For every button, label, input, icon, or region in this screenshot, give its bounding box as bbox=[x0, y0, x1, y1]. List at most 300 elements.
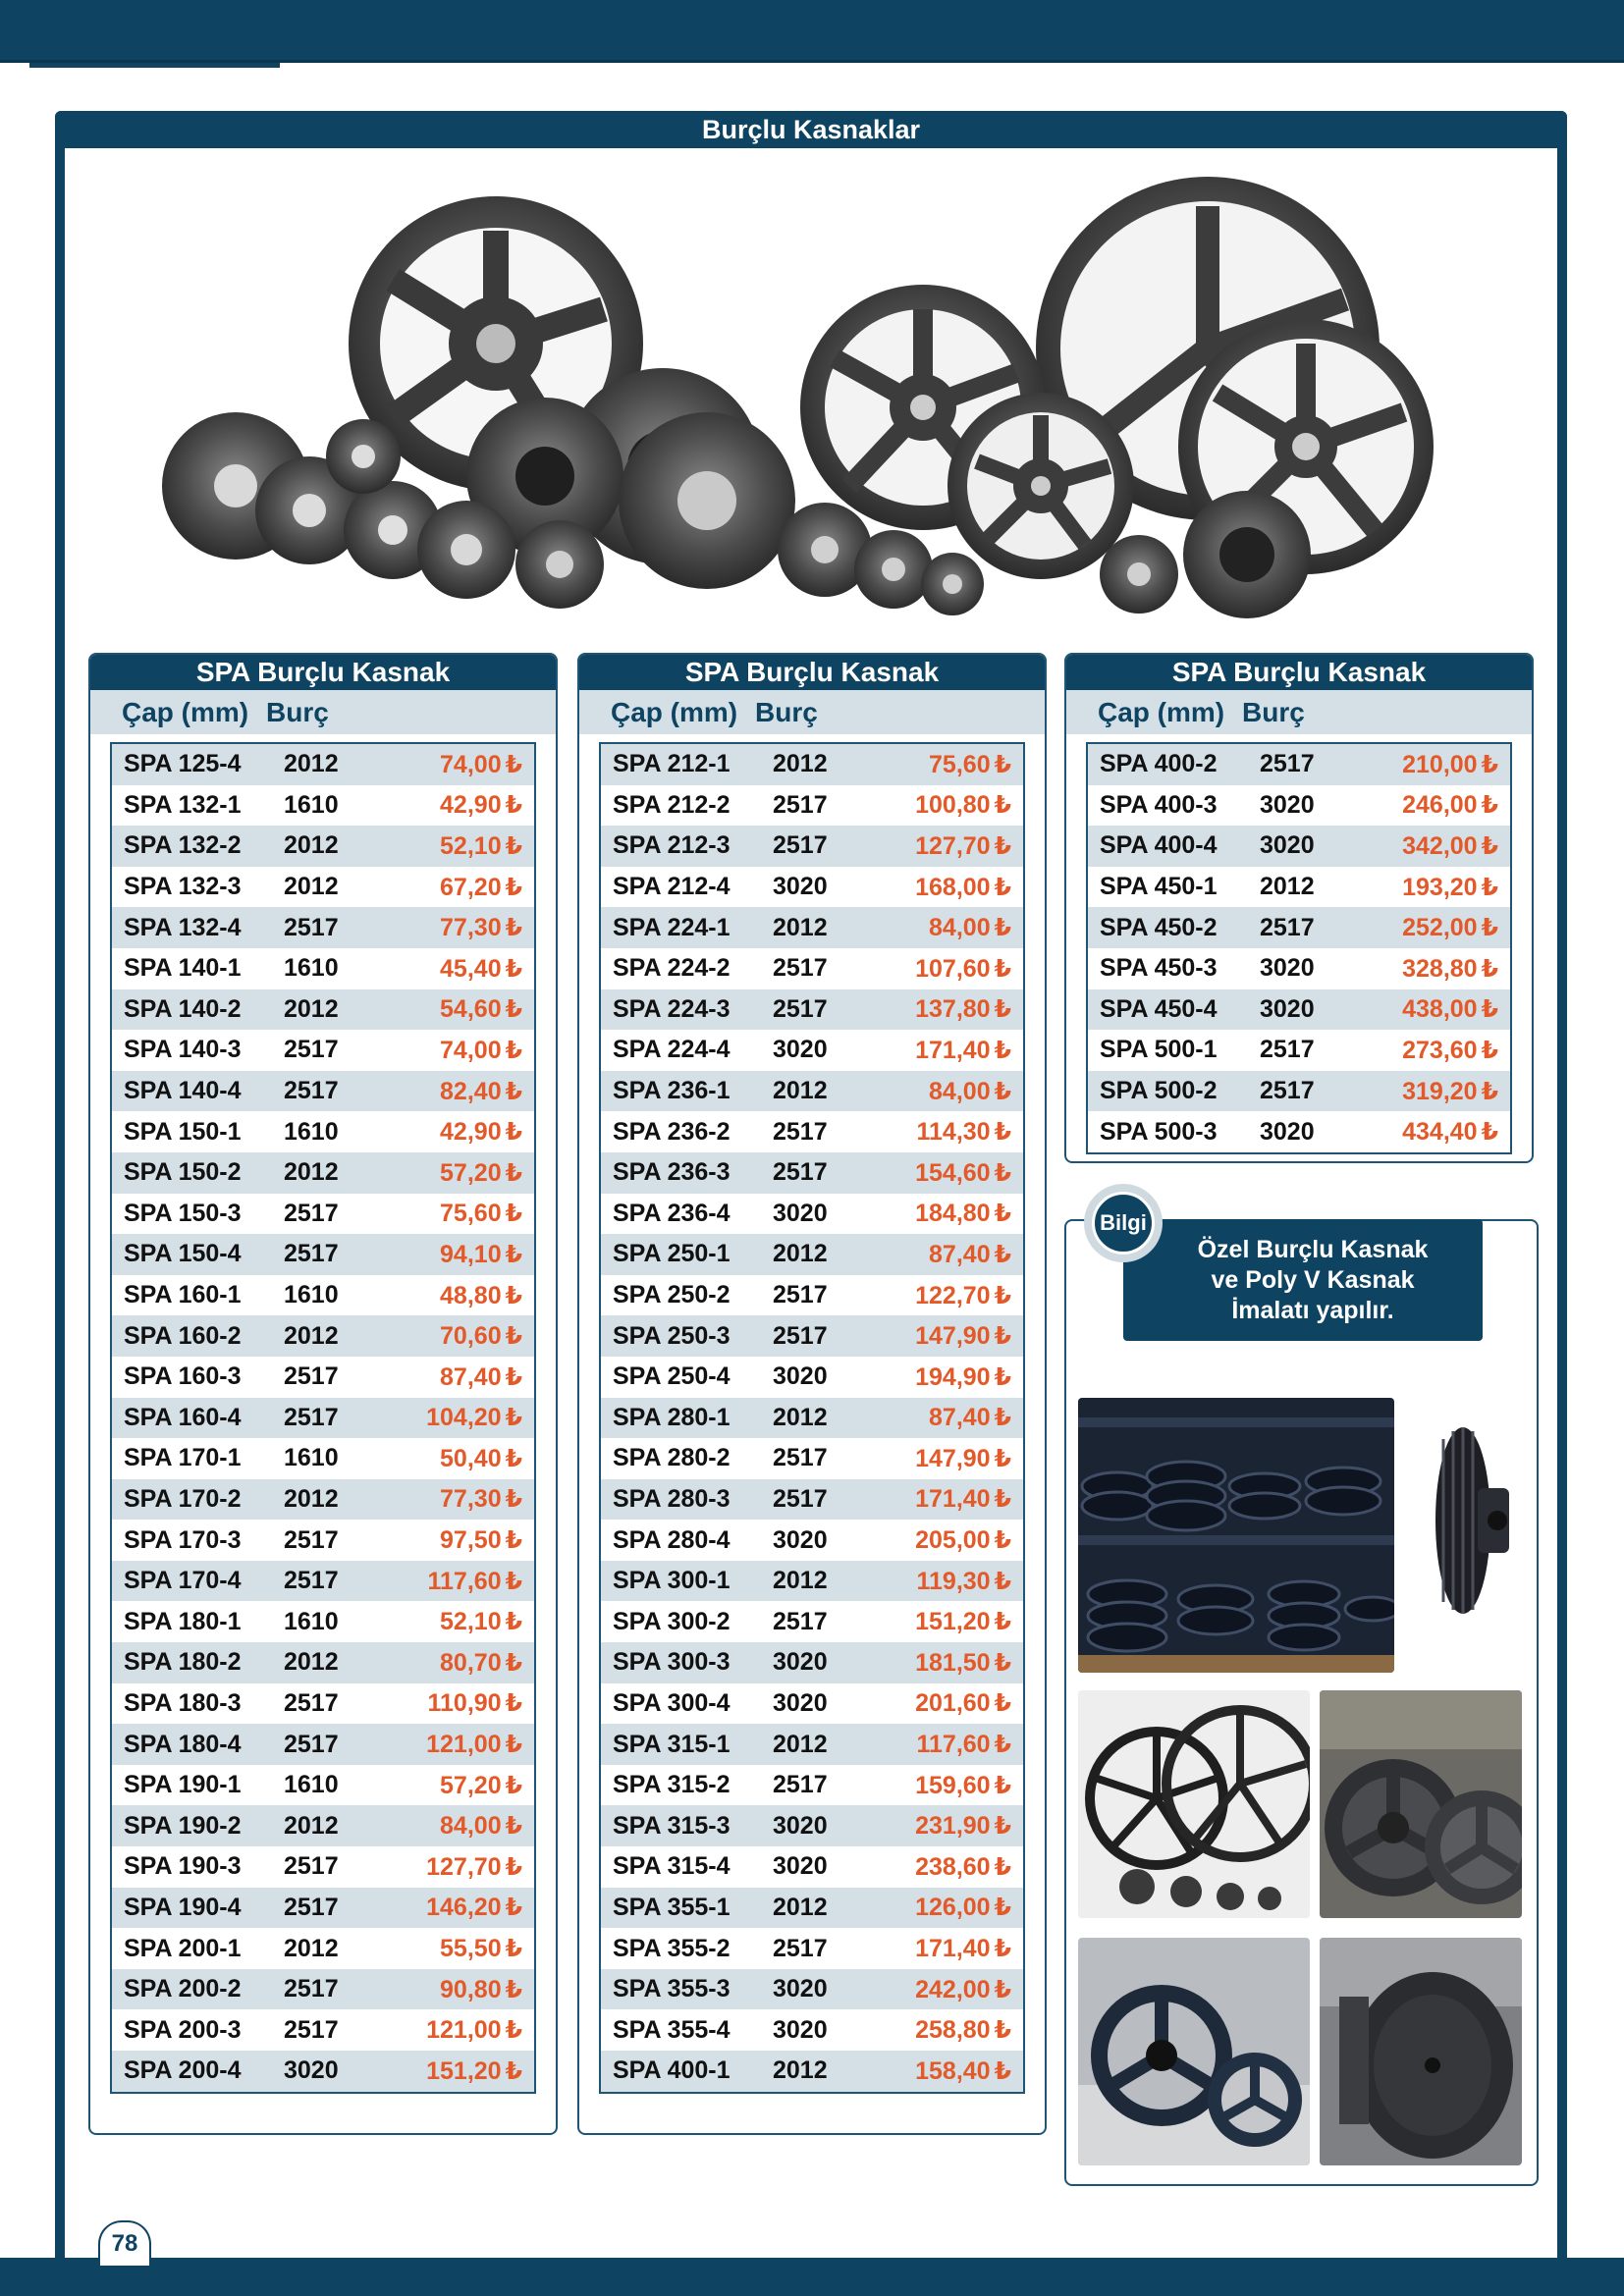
lira-icon: ₺ bbox=[994, 873, 1011, 901]
pulley-code: SPA 300-4 bbox=[613, 1688, 731, 1717]
lira-icon: ₺ bbox=[505, 1200, 522, 1228]
lira-icon: ₺ bbox=[505, 1077, 522, 1105]
price-value: 114,30 bbox=[916, 1118, 991, 1147]
price-value: 48,80 bbox=[440, 1281, 502, 1309]
price bbox=[900, 1281, 1023, 1310]
lira-icon: ₺ bbox=[994, 1648, 1011, 1677]
price-value: 238,60 bbox=[915, 1852, 991, 1881]
table-body bbox=[110, 742, 536, 2094]
price bbox=[900, 1893, 1023, 1922]
price-value: 342,00 bbox=[1402, 831, 1478, 860]
table-row bbox=[601, 1765, 1023, 1806]
lira-icon: ₺ bbox=[505, 873, 522, 901]
pulley-code: SPA 132-2 bbox=[124, 831, 242, 860]
table-row bbox=[601, 948, 1023, 989]
lira-icon: ₺ bbox=[505, 1158, 522, 1187]
table-row bbox=[1088, 1030, 1510, 1071]
table-row bbox=[601, 1438, 1023, 1479]
pulley-code: SPA 355-1 bbox=[613, 1893, 731, 1921]
price-table-2 bbox=[577, 653, 1047, 2135]
price-value: 84,00 bbox=[440, 1812, 502, 1841]
bushing-size: 2012 bbox=[284, 1934, 339, 1962]
pulley-code: SPA 300-3 bbox=[613, 1648, 731, 1677]
lira-icon: ₺ bbox=[994, 1281, 1011, 1309]
price-value: 273,60 bbox=[1402, 1036, 1478, 1064]
col-bushing: Burç bbox=[755, 696, 818, 727]
table-row bbox=[601, 1194, 1023, 1235]
lira-icon: ₺ bbox=[994, 1567, 1011, 1595]
table-row bbox=[601, 1071, 1023, 1112]
price-value: 100,80 bbox=[915, 791, 991, 820]
pulley-code: SPA 280-1 bbox=[613, 1403, 731, 1431]
bushing-size: 3020 bbox=[1260, 994, 1315, 1023]
price bbox=[1387, 831, 1510, 861]
pulley-code: SPA 140-1 bbox=[124, 954, 242, 983]
bushing-size: 2012 bbox=[773, 1240, 828, 1268]
pulley-code: SPA 160-2 bbox=[124, 1321, 242, 1350]
price-value: 127,70 bbox=[426, 1852, 502, 1881]
lira-icon: ₺ bbox=[505, 954, 522, 983]
price bbox=[900, 1321, 1023, 1351]
bushing-size: 2012 bbox=[773, 1403, 828, 1431]
price bbox=[900, 750, 1023, 779]
bushing-size: 2517 bbox=[284, 1403, 339, 1431]
info-line-3: İmalatı yapılır. bbox=[1231, 1296, 1394, 1324]
price-value: 57,20 bbox=[440, 1771, 502, 1799]
price-value: 231,90 bbox=[915, 1812, 991, 1841]
lira-icon: ₺ bbox=[994, 995, 1011, 1024]
lira-icon: ₺ bbox=[505, 1404, 522, 1432]
col-diameter: Çap (mm) bbox=[1098, 696, 1225, 727]
bushing-size: 1610 bbox=[284, 1281, 339, 1309]
info-badge-label: Bilgi bbox=[1092, 1192, 1155, 1255]
table-row bbox=[112, 1194, 534, 1235]
price-value: 252,00 bbox=[1402, 914, 1478, 942]
bushing-size: 2012 bbox=[284, 873, 339, 901]
table-row bbox=[112, 1928, 534, 1969]
pulley-code: SPA 236-3 bbox=[613, 1158, 731, 1187]
price bbox=[411, 1158, 534, 1188]
lira-icon: ₺ bbox=[505, 1567, 522, 1595]
price bbox=[411, 2056, 534, 2086]
bushing-size: 3020 bbox=[773, 2015, 828, 2044]
bushing-size: 2012 bbox=[284, 831, 339, 860]
bushing-size: 2012 bbox=[284, 1484, 339, 1513]
lira-icon: ₺ bbox=[994, 1526, 1011, 1555]
price-value: 434,40 bbox=[1402, 1118, 1478, 1147]
price-value: 77,30 bbox=[440, 914, 502, 942]
price bbox=[900, 2015, 1023, 2045]
bushing-size: 3020 bbox=[773, 1688, 828, 1717]
pulley-code: SPA 280-3 bbox=[613, 1484, 731, 1513]
pulley-code: SPA 160-1 bbox=[124, 1281, 242, 1309]
price bbox=[900, 1240, 1023, 1269]
pulley-code: SPA 150-4 bbox=[124, 1240, 242, 1268]
pulley-code: SPA 450-4 bbox=[1100, 994, 1218, 1023]
lira-icon: ₺ bbox=[1481, 1077, 1498, 1105]
pulley-code: SPA 224-1 bbox=[613, 913, 731, 941]
bushing-size: 2517 bbox=[773, 1281, 828, 1309]
bushing-size: 1610 bbox=[284, 1117, 339, 1146]
lira-icon: ₺ bbox=[505, 914, 522, 942]
bushing-size: 3020 bbox=[1260, 954, 1315, 983]
bushing-size: 2517 bbox=[284, 2015, 339, 2044]
bushing-size: 2012 bbox=[284, 1648, 339, 1677]
price-table-3 bbox=[1064, 653, 1534, 1163]
lira-icon: ₺ bbox=[1481, 1036, 1498, 1064]
lira-icon: ₺ bbox=[505, 1812, 522, 1841]
table-row bbox=[601, 1601, 1023, 1642]
info-line-1: Özel Burçlu Kasnak bbox=[1197, 1235, 1429, 1263]
lira-icon: ₺ bbox=[994, 1812, 1011, 1841]
lira-icon: ₺ bbox=[505, 1526, 522, 1555]
price bbox=[900, 1158, 1023, 1188]
table-title: SPA Burçlu Kasnak bbox=[579, 655, 1045, 690]
price-value: 154,60 bbox=[915, 1158, 991, 1187]
table-row bbox=[112, 1724, 534, 1765]
pulley-code: SPA 280-2 bbox=[613, 1444, 731, 1472]
price bbox=[900, 1036, 1023, 1065]
bushing-size: 2517 bbox=[284, 1036, 339, 1064]
table-row bbox=[112, 744, 534, 785]
lira-icon: ₺ bbox=[505, 1935, 522, 1963]
table-row bbox=[601, 1642, 1023, 1683]
lira-icon: ₺ bbox=[1481, 995, 1498, 1024]
price bbox=[1387, 913, 1510, 942]
lira-icon: ₺ bbox=[505, 1852, 522, 1881]
price-value: 42,90 bbox=[440, 791, 502, 820]
bushing-size: 2517 bbox=[773, 1321, 828, 1350]
table-row bbox=[112, 1071, 534, 1112]
bushing-size: 2517 bbox=[284, 1567, 339, 1595]
bushing-size: 2517 bbox=[1260, 1036, 1315, 1064]
lira-icon: ₺ bbox=[505, 1771, 522, 1799]
pulley-code: SPA 236-1 bbox=[613, 1077, 731, 1105]
table-body bbox=[599, 742, 1025, 2094]
pulley-code: SPA 315-2 bbox=[613, 1771, 731, 1799]
price-value: 210,00 bbox=[1402, 750, 1478, 778]
pulley-code: SPA 180-2 bbox=[124, 1648, 242, 1677]
pulley-code: SPA 170-2 bbox=[124, 1484, 242, 1513]
top-accent bbox=[29, 63, 280, 68]
bushing-size: 2012 bbox=[773, 750, 828, 778]
bushing-size: 3020 bbox=[773, 1199, 828, 1227]
price bbox=[411, 1077, 534, 1106]
price-value: 90,80 bbox=[440, 1975, 502, 2003]
pulley-code: SPA 170-3 bbox=[124, 1525, 242, 1554]
pulley-code: SPA 180-3 bbox=[124, 1688, 242, 1717]
pulley-code: SPA 355-3 bbox=[613, 1975, 731, 2003]
bushing-size: 2517 bbox=[284, 1730, 339, 1758]
col-bushing: Burç bbox=[266, 696, 329, 727]
price-value: 146,20 bbox=[426, 1894, 502, 1922]
lira-icon: ₺ bbox=[994, 1771, 1011, 1799]
price bbox=[900, 790, 1023, 820]
bushing-size: 2517 bbox=[284, 1199, 339, 1227]
table-row bbox=[112, 2051, 534, 2092]
price bbox=[411, 2015, 534, 2045]
table-row bbox=[112, 1111, 534, 1152]
price bbox=[900, 1484, 1023, 1514]
price-value: 171,40 bbox=[915, 1485, 991, 1514]
price bbox=[411, 994, 534, 1024]
price-value: 246,00 bbox=[1402, 791, 1478, 820]
table-row bbox=[112, 1275, 534, 1316]
price-value: 52,10 bbox=[440, 831, 502, 860]
price bbox=[900, 954, 1023, 984]
price-value: 74,00 bbox=[440, 1036, 502, 1064]
bushing-size: 2012 bbox=[284, 1321, 339, 1350]
table-row bbox=[112, 989, 534, 1031]
table-row bbox=[601, 1357, 1023, 1398]
bushing-size: 2517 bbox=[1260, 1077, 1315, 1105]
price bbox=[1387, 750, 1510, 779]
price-value: 50,40 bbox=[440, 1444, 502, 1472]
table-row bbox=[1088, 989, 1510, 1031]
lira-icon: ₺ bbox=[505, 2016, 522, 2045]
pulley-code: SPA 500-3 bbox=[1100, 1117, 1218, 1146]
table-row bbox=[601, 989, 1023, 1031]
bushing-size: 2517 bbox=[773, 954, 828, 983]
price-value: 67,20 bbox=[440, 873, 502, 901]
lira-icon: ₺ bbox=[994, 1935, 1011, 1963]
lira-icon: ₺ bbox=[994, 1485, 1011, 1514]
lira-icon: ₺ bbox=[1481, 791, 1498, 820]
price-value: 87,40 bbox=[440, 1362, 502, 1391]
pulley-code: SPA 190-3 bbox=[124, 1852, 242, 1881]
stacked-pulleys-photo bbox=[1078, 1398, 1394, 1673]
pulley-code: SPA 250-2 bbox=[613, 1281, 731, 1309]
table-row bbox=[601, 867, 1023, 908]
lira-icon: ₺ bbox=[505, 1648, 522, 1677]
pulley-code: SPA 125-4 bbox=[124, 750, 242, 778]
info-line-2: ve Poly V Kasnak bbox=[1211, 1265, 1415, 1294]
pulley-code: SPA 200-1 bbox=[124, 1934, 242, 1962]
price-value: 84,00 bbox=[929, 1077, 991, 1105]
pulley-code: SPA 315-1 bbox=[613, 1730, 731, 1758]
bushing-size: 2517 bbox=[773, 1117, 828, 1146]
price-value: 119,30 bbox=[916, 1567, 991, 1595]
lira-icon: ₺ bbox=[994, 2056, 1011, 2085]
price-value: 205,00 bbox=[915, 1526, 991, 1555]
col-diameter: Çap (mm) bbox=[122, 696, 249, 727]
price bbox=[900, 1117, 1023, 1147]
pulley-code: SPA 190-4 bbox=[124, 1893, 242, 1921]
pulley-code: SPA 250-3 bbox=[613, 1321, 731, 1350]
pulley-code: SPA 140-2 bbox=[124, 994, 242, 1023]
lira-icon: ₺ bbox=[994, 1362, 1011, 1391]
table-row bbox=[112, 1683, 534, 1725]
table-row bbox=[1088, 826, 1510, 867]
lira-icon: ₺ bbox=[994, 791, 1011, 820]
table-row bbox=[1088, 1071, 1510, 1112]
lira-icon: ₺ bbox=[505, 1444, 522, 1472]
price-value: 70,60 bbox=[440, 1322, 502, 1351]
pulley-code: SPA 200-3 bbox=[124, 2015, 242, 2044]
lira-icon: ₺ bbox=[505, 1240, 522, 1268]
table-header bbox=[1066, 690, 1532, 734]
table-row bbox=[1088, 867, 1510, 908]
pulley-code: SPA 212-2 bbox=[613, 790, 731, 819]
pulley-code: SPA 315-3 bbox=[613, 1811, 731, 1840]
table-row bbox=[601, 1724, 1023, 1765]
bushing-size: 2517 bbox=[773, 994, 828, 1023]
lira-icon: ₺ bbox=[505, 1281, 522, 1309]
table-header bbox=[90, 690, 556, 734]
price-value: 87,40 bbox=[929, 1240, 991, 1268]
large-pulley-photo bbox=[1320, 1938, 1522, 2165]
price bbox=[900, 873, 1023, 902]
bushing-size: 2517 bbox=[284, 1852, 339, 1881]
lira-icon: ₺ bbox=[505, 1036, 522, 1064]
table-row bbox=[112, 1152, 534, 1194]
price-value: 151,20 bbox=[915, 1608, 991, 1636]
lira-icon: ₺ bbox=[505, 1689, 522, 1718]
info-badge bbox=[1084, 1184, 1163, 1262]
pulley-code: SPA 150-1 bbox=[124, 1117, 242, 1146]
price bbox=[900, 913, 1023, 942]
price bbox=[411, 1281, 534, 1310]
price-value: 74,00 bbox=[440, 750, 502, 778]
lira-icon: ₺ bbox=[505, 1485, 522, 1514]
lira-icon: ₺ bbox=[505, 1118, 522, 1147]
pulley-code: SPA 212-3 bbox=[613, 831, 731, 860]
pulley-code: SPA 224-2 bbox=[613, 954, 731, 983]
price-value: 147,90 bbox=[915, 1322, 991, 1351]
price-value: 54,60 bbox=[440, 995, 502, 1024]
table-row bbox=[112, 1479, 534, 1521]
price bbox=[1387, 1117, 1510, 1147]
table-body bbox=[1086, 742, 1512, 1154]
lira-icon: ₺ bbox=[994, 1200, 1011, 1228]
pulley-code: SPA 236-4 bbox=[613, 1199, 731, 1227]
lira-icon: ₺ bbox=[1481, 873, 1498, 901]
table-row bbox=[112, 1601, 534, 1642]
table-row bbox=[601, 1398, 1023, 1439]
lira-icon: ₺ bbox=[994, 1444, 1011, 1472]
table-row bbox=[112, 2009, 534, 2051]
table-row bbox=[1088, 907, 1510, 948]
price bbox=[411, 1648, 534, 1678]
lira-icon: ₺ bbox=[994, 1118, 1011, 1147]
price bbox=[411, 1321, 534, 1351]
price bbox=[411, 913, 534, 942]
pulley-code: SPA 132-4 bbox=[124, 913, 242, 941]
table-row bbox=[601, 2009, 1023, 2051]
price-value: 193,20 bbox=[1402, 873, 1478, 901]
price-value: 127,70 bbox=[915, 831, 991, 860]
table-row bbox=[601, 1888, 1023, 1929]
pulley-code: SPA 170-1 bbox=[124, 1444, 242, 1472]
bushing-size: 2012 bbox=[773, 1077, 828, 1105]
lira-icon: ₺ bbox=[505, 1608, 522, 1636]
bushing-size: 3020 bbox=[284, 2056, 339, 2085]
table-row bbox=[1088, 785, 1510, 827]
top-bar bbox=[0, 0, 1624, 63]
table-row bbox=[112, 1888, 534, 1929]
price bbox=[411, 873, 534, 902]
price bbox=[900, 1975, 1023, 2004]
price bbox=[900, 1648, 1023, 1678]
lira-icon: ₺ bbox=[994, 1608, 1011, 1636]
price-value: 84,00 bbox=[929, 914, 991, 942]
table-row bbox=[601, 2051, 1023, 2092]
table-row bbox=[601, 826, 1023, 867]
bushing-size: 2517 bbox=[284, 1362, 339, 1391]
lira-icon: ₺ bbox=[994, 1894, 1011, 1922]
price bbox=[411, 1730, 534, 1759]
table-title: SPA Burçlu Kasnak bbox=[1066, 655, 1532, 690]
lira-icon: ₺ bbox=[994, 831, 1011, 860]
warehouse-pulleys-photo bbox=[1320, 1690, 1522, 1918]
pulley-code: SPA 132-1 bbox=[124, 790, 242, 819]
price bbox=[900, 1444, 1023, 1473]
pulley-code: SPA 200-2 bbox=[124, 1975, 242, 2003]
bushing-size: 1610 bbox=[284, 954, 339, 983]
table-title: SPA Burçlu Kasnak bbox=[90, 655, 556, 690]
price-value: 126,00 bbox=[915, 1894, 991, 1922]
bushing-size: 3020 bbox=[773, 1811, 828, 1840]
pulley-code: SPA 280-4 bbox=[613, 1525, 731, 1554]
pulley-code: SPA 315-4 bbox=[613, 1852, 731, 1881]
bushing-size: 2012 bbox=[773, 2056, 828, 2085]
bushing-size: 3020 bbox=[773, 1525, 828, 1554]
price bbox=[411, 750, 534, 779]
table-row bbox=[601, 907, 1023, 948]
bushing-size: 2517 bbox=[284, 1240, 339, 1268]
lira-icon: ₺ bbox=[994, 1077, 1011, 1105]
lira-icon: ₺ bbox=[994, 914, 1011, 942]
table-row bbox=[601, 1152, 1023, 1194]
price bbox=[411, 1484, 534, 1514]
price-value: 168,00 bbox=[915, 873, 991, 901]
price bbox=[411, 1362, 534, 1392]
price-value: 107,60 bbox=[915, 954, 991, 983]
lira-icon: ₺ bbox=[994, 2016, 1011, 2045]
lira-icon: ₺ bbox=[994, 1852, 1011, 1881]
price-value: 57,20 bbox=[440, 1158, 502, 1187]
price bbox=[411, 1893, 534, 1922]
price bbox=[900, 1525, 1023, 1555]
page-number: 78 bbox=[98, 2220, 151, 2266]
price bbox=[900, 1403, 1023, 1432]
price-value: 75,60 bbox=[440, 1200, 502, 1228]
bushing-size: 2517 bbox=[1260, 750, 1315, 778]
price-value: 110,90 bbox=[427, 1689, 502, 1718]
price-value: 55,50 bbox=[440, 1935, 502, 1963]
price-value: 97,50 bbox=[440, 1526, 502, 1555]
price bbox=[900, 1852, 1023, 1882]
table-row bbox=[112, 785, 534, 827]
bushing-size: 3020 bbox=[1260, 1117, 1315, 1146]
table-row bbox=[601, 1846, 1023, 1888]
lira-icon: ₺ bbox=[994, 1689, 1011, 1718]
price bbox=[900, 831, 1023, 861]
pulley-code: SPA 212-1 bbox=[613, 750, 731, 778]
bushing-size: 3020 bbox=[773, 1852, 828, 1881]
pulley-code: SPA 355-4 bbox=[613, 2015, 731, 2044]
table-row bbox=[112, 826, 534, 867]
price bbox=[1387, 790, 1510, 820]
price bbox=[1387, 954, 1510, 984]
bushing-size: 2012 bbox=[1260, 873, 1315, 901]
pulley-code: SPA 450-3 bbox=[1100, 954, 1218, 983]
price-value: 117,60 bbox=[916, 1731, 991, 1759]
lira-icon: ₺ bbox=[994, 750, 1011, 778]
price bbox=[411, 1036, 534, 1065]
price-value: 319,20 bbox=[1402, 1077, 1478, 1105]
price-table-1 bbox=[88, 653, 558, 2135]
